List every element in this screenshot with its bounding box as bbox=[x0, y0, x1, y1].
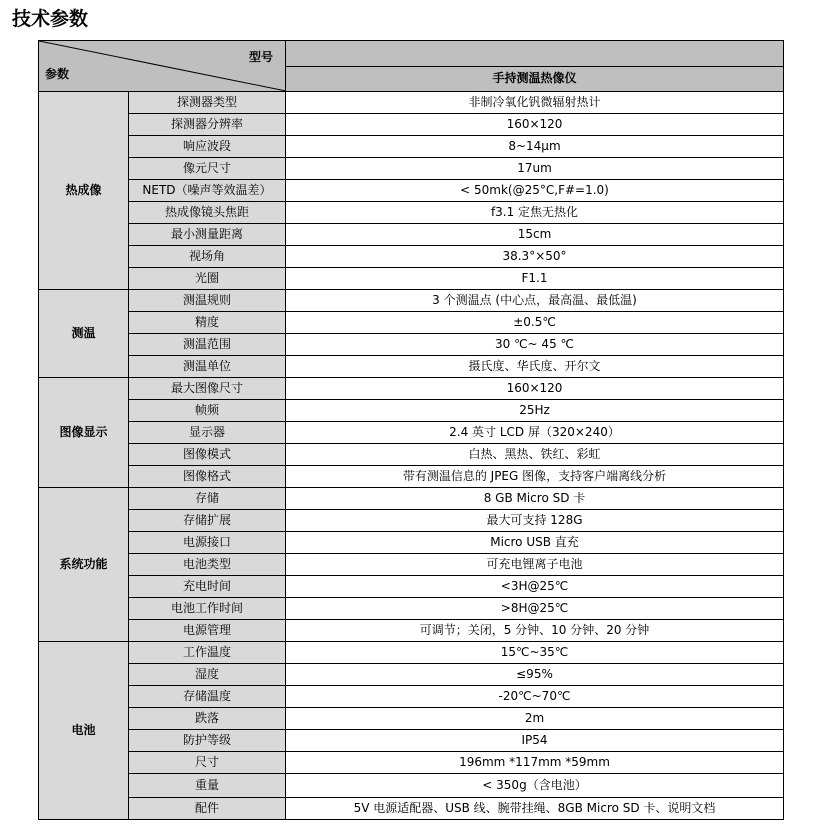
table-row bbox=[39, 268, 784, 290]
param-name-cell: 电源管理 bbox=[129, 620, 286, 642]
param-value-cell: 160×120 bbox=[286, 378, 784, 400]
param-value-cell: 白热、黑热、铁红、彩虹 bbox=[286, 444, 784, 466]
param-value-cell: IP54 bbox=[286, 730, 784, 752]
param-name-cell: 响应波段 bbox=[129, 136, 286, 158]
param-name-cell: 电源接口 bbox=[129, 532, 286, 554]
param-value-cell: 带有测温信息的 JPEG 图像，支持客户端离线分析 bbox=[286, 466, 784, 488]
param-name-cell: 光圈 bbox=[129, 268, 286, 290]
table-row bbox=[39, 488, 784, 510]
param-name-cell: 配件 bbox=[129, 798, 286, 820]
param-name-cell: 测温规则 bbox=[129, 290, 286, 312]
table-row bbox=[39, 422, 784, 444]
table-row bbox=[39, 334, 784, 356]
param-label: 参数 bbox=[45, 67, 70, 82]
param-value-cell: 160×120 bbox=[286, 114, 784, 136]
table-row bbox=[39, 224, 784, 246]
param-value-cell: ±0.5℃ bbox=[286, 312, 784, 334]
param-value-cell: 30 ℃~ 45 ℃ bbox=[286, 334, 784, 356]
table-row bbox=[39, 246, 784, 268]
param-value-cell: 2m bbox=[286, 708, 784, 730]
header-row-top bbox=[39, 41, 784, 67]
param-name-cell: 视场角 bbox=[129, 246, 286, 268]
table-row bbox=[39, 444, 784, 466]
category-cell: 图像显示 bbox=[39, 378, 129, 488]
table-row bbox=[39, 598, 784, 620]
param-value-cell: 8~14μm bbox=[286, 136, 784, 158]
table-row bbox=[39, 664, 784, 686]
param-value-cell: 可充电锂离子电池 bbox=[286, 554, 784, 576]
param-value-cell: 5V 电源适配器、USB 线、腕带挂绳、8GB Micro SD 卡、说明文档 bbox=[286, 798, 784, 820]
spec-table-body bbox=[39, 41, 784, 820]
table-row bbox=[39, 752, 784, 774]
table-row bbox=[39, 180, 784, 202]
table-row bbox=[39, 620, 784, 642]
param-name-cell: 图像模式 bbox=[129, 444, 286, 466]
param-value-cell: >8H@25℃ bbox=[286, 598, 784, 620]
category-cell: 热成像 bbox=[39, 92, 129, 290]
param-value-cell: <3H@25℃ bbox=[286, 576, 784, 598]
param-name-cell: 跌落 bbox=[129, 708, 286, 730]
param-value-cell: 38.3°×50° bbox=[286, 246, 784, 268]
table-row bbox=[39, 356, 784, 378]
product-name: 手持测温热像仪 bbox=[286, 66, 784, 92]
param-name-cell: 测温范围 bbox=[129, 334, 286, 356]
table-row bbox=[39, 158, 784, 180]
table-row bbox=[39, 576, 784, 598]
param-value-cell: 2.4 英寸 LCD 屏（320×240） bbox=[286, 422, 784, 444]
param-name-cell: NETD（噪声等效温差） bbox=[129, 180, 286, 202]
param-name-cell: 存储温度 bbox=[129, 686, 286, 708]
table-row bbox=[39, 532, 784, 554]
param-value-cell: 15℃~35℃ bbox=[286, 642, 784, 664]
param-name-cell: 尺寸 bbox=[129, 752, 286, 774]
param-name-cell: 像元尺寸 bbox=[129, 158, 286, 180]
table-row bbox=[39, 92, 784, 114]
spec-table bbox=[38, 40, 784, 820]
model-label: 型号 bbox=[248, 50, 273, 64]
table-row bbox=[39, 378, 784, 400]
table-row bbox=[39, 136, 784, 158]
param-value-cell: 最大可支持 128G bbox=[286, 510, 784, 532]
param-value-cell: Micro USB 直充 bbox=[286, 532, 784, 554]
param-value-cell: < 50mk(@25°C,F#=1.0) bbox=[286, 180, 784, 202]
table-row bbox=[39, 466, 784, 488]
param-value-cell: 8 GB Micro SD 卡 bbox=[286, 488, 784, 510]
param-name-cell: 探测器类型 bbox=[129, 92, 286, 114]
param-name-cell: 最小测量距离 bbox=[129, 224, 286, 246]
table-row bbox=[39, 798, 784, 820]
param-name-cell: 热成像镜头焦距 bbox=[129, 202, 286, 224]
param-name-cell: 最大图像尺寸 bbox=[129, 378, 286, 400]
param-value-cell: 25Hz bbox=[286, 400, 784, 422]
page-title: 技术参数 bbox=[12, 8, 89, 30]
param-name-cell: 图像格式 bbox=[129, 466, 286, 488]
param-name-cell: 存储 bbox=[129, 488, 286, 510]
category-cell: 电池 bbox=[39, 642, 129, 820]
param-value-cell: 3 个测温点 (中心点，最高温、最低温) bbox=[286, 290, 784, 312]
param-name-cell: 重量 bbox=[129, 774, 286, 798]
table-row bbox=[39, 554, 784, 576]
param-value-cell: 非制冷氧化钒微辐射热计 bbox=[286, 92, 784, 114]
param-value-cell: F1.1 bbox=[286, 268, 784, 290]
param-name-cell: 电池工作时间 bbox=[129, 598, 286, 620]
param-value-cell: f3.1 定焦无热化 bbox=[286, 202, 784, 224]
table-row bbox=[39, 774, 784, 798]
table-row bbox=[39, 686, 784, 708]
table-row bbox=[39, 510, 784, 532]
param-value-cell: 摄氏度、华氏度、开尔文 bbox=[286, 356, 784, 378]
param-name-cell: 显示器 bbox=[129, 422, 286, 444]
table-row bbox=[39, 202, 784, 224]
param-name-cell: 电池类型 bbox=[129, 554, 286, 576]
param-name-cell: 湿度 bbox=[129, 664, 286, 686]
param-name-cell: 帧频 bbox=[129, 400, 286, 422]
param-value-cell: ≤95% bbox=[286, 664, 784, 686]
param-name-cell: 存储扩展 bbox=[129, 510, 286, 532]
table-row bbox=[39, 708, 784, 730]
param-name-cell: 精度 bbox=[129, 312, 286, 334]
param-name-cell: 充电时间 bbox=[129, 576, 286, 598]
param-name-cell: 探测器分辨率 bbox=[129, 114, 286, 136]
param-name-cell: 测温单位 bbox=[129, 356, 286, 378]
param-name-cell: 工作温度 bbox=[129, 642, 286, 664]
header-blank-cell bbox=[286, 41, 784, 67]
param-value-cell: < 350g（含电池） bbox=[286, 774, 784, 798]
param-value-cell: 15cm bbox=[286, 224, 784, 246]
param-value-cell: 可调节；关闭，5 分钟、10 分钟、20 分钟 bbox=[286, 620, 784, 642]
table-row bbox=[39, 290, 784, 312]
table-row bbox=[39, 400, 784, 422]
category-cell: 测温 bbox=[39, 290, 129, 378]
category-cell: 系统功能 bbox=[39, 488, 129, 642]
table-row bbox=[39, 730, 784, 752]
table-row bbox=[39, 114, 784, 136]
param-value-cell: 196mm *117mm *59mm bbox=[286, 752, 784, 774]
header-corner-cell bbox=[39, 41, 286, 92]
table-row bbox=[39, 312, 784, 334]
diagonal-divider bbox=[39, 41, 286, 91]
param-value-cell: -20℃~70℃ bbox=[286, 686, 784, 708]
param-value-cell: 17um bbox=[286, 158, 784, 180]
param-name-cell: 防护等级 bbox=[129, 730, 286, 752]
table-row bbox=[39, 642, 784, 664]
